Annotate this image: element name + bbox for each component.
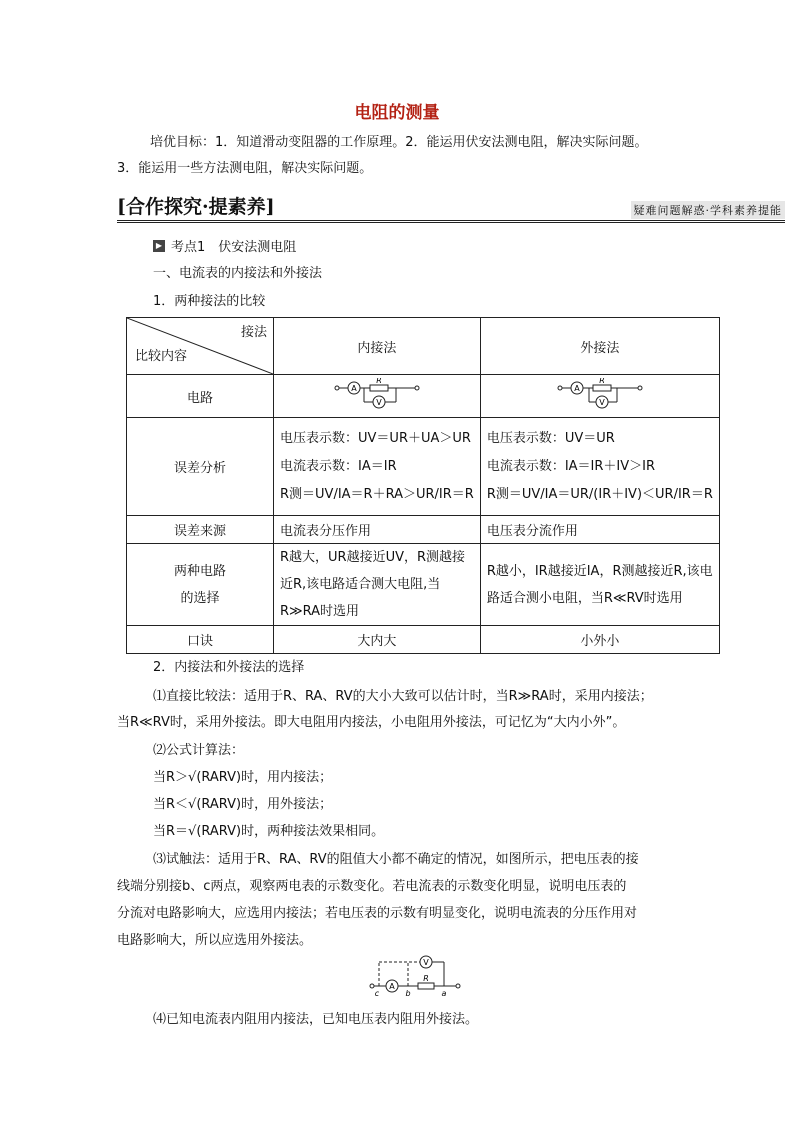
p2-case-a: 当R＞√(RARV)时，用内接法； — [153, 770, 333, 785]
section-heading: [合作探究·提素养] — [117, 196, 275, 218]
p4: ⑷已知电流表内阻用内接法，已知电压表内阻用外接法。 — [153, 1012, 479, 1027]
fig-point-c: c — [374, 989, 380, 998]
table-diagonal-header — [127, 318, 274, 375]
col-outer-header: 外接法 — [480, 318, 719, 375]
resistor-label: R — [376, 378, 382, 385]
fig-point-a: a — [441, 989, 447, 998]
resistor-label: R — [599, 378, 605, 385]
comparison-table — [126, 317, 720, 654]
inner-measured-resistance: R测＝UV/IA＝R＋RA＞UR/IR＝R — [280, 486, 474, 502]
row-rhyme-label: 口诀 — [127, 626, 274, 654]
p3-line3: 分流对电路影响大，应选用内接法；若电压表的示数有明显变化，说明电流表的分压作用对 — [117, 906, 638, 921]
page-title: 电阻的测量 — [354, 103, 440, 123]
ammeter-label: A — [574, 384, 580, 393]
voltmeter-label: V — [376, 398, 382, 407]
play-marker-icon: ▶ — [153, 240, 165, 252]
kaodian-label: 考点1 伏安法测电阻 — [171, 240, 297, 255]
inner-error-cell — [274, 418, 481, 516]
fig-point-b: b — [405, 989, 411, 998]
outer-choice-cell: R越小，IR越接近IA，R测越接近R,该电路适合测小电阻，当R≪RV时选用 — [480, 544, 719, 626]
subheading-1-1: 1．两种接法的比较 — [153, 294, 266, 309]
inner-circuit-diagram — [334, 378, 420, 410]
fig-resistor-label: R — [423, 974, 429, 983]
fig-voltmeter-label: V — [423, 958, 429, 967]
trial-touch-circuit-figure — [368, 950, 464, 998]
row-circuit-label: 电路 — [127, 375, 274, 418]
header-method: 接法 — [240, 325, 267, 340]
learning-goal-line2: 3．能运用一些方法测电阻，解决实际问题。 — [117, 161, 373, 176]
kaodian-heading — [153, 236, 296, 255]
p2-title: ⑵公式计算法： — [153, 743, 245, 758]
inner-ammeter-reading: 电流表示数：IA＝IR — [280, 458, 397, 474]
col-inner-header: 内接法 — [274, 318, 481, 375]
outer-error-cell — [480, 418, 719, 516]
row-source-label: 误差来源 — [127, 516, 274, 544]
outer-ammeter-reading: 电流表示数：IA＝IR＋IV＞IR — [486, 458, 656, 474]
subheading-2: 2．内接法和外接法的选择 — [153, 660, 305, 675]
outer-voltmeter-reading: 电压表示数：UV＝UR — [486, 430, 615, 446]
section-tag: 疑难问题解惑·学科素养提能 — [631, 201, 786, 219]
inner-circuit-cell — [274, 375, 481, 418]
row-error-label: 误差分析 — [127, 418, 274, 516]
outer-rhyme-cell: 小外小 — [480, 626, 719, 654]
outer-measured-resistance: R测＝UV/IA＝UR/(IR＋IV)＜UR/IR＝R — [486, 486, 713, 502]
outer-source-cell: 电压表分流作用 — [480, 516, 719, 544]
inner-voltmeter-reading: 电压表示数：UV＝UR＋UA＞UR — [280, 430, 471, 446]
learning-goal-line1: 培优目标：1．知道滑动变阻器的工作原理。2．能运用伏安法测电阻，解决实际问题。 — [150, 135, 648, 150]
p1-line1: ⑴直接比较法：适用于R、RA、RV的大小大致可以估计时，当R≫RA时，采用内接法； — [153, 689, 653, 704]
section-header — [117, 192, 785, 223]
inner-rhyme-cell: 大内大 — [274, 626, 481, 654]
subheading-1: 一、电流表的内接法和外接法 — [153, 266, 323, 281]
p1-line2: 当R≪RV时，采用外接法。即大电阻用内接法，小电阻用外接法，可记忆为“大内小外”。 — [117, 715, 626, 730]
fig-ammeter-label: A — [389, 982, 395, 991]
voltmeter-label: V — [599, 398, 605, 407]
p3-line4: 电路影响大，所以应选用外接法。 — [117, 933, 313, 948]
p3-line2: 线端分别接b、c两点，观察两电表的示数变化。若电流表的示数变化明显，说明电压表的 — [117, 879, 627, 894]
outer-circuit-diagram — [557, 378, 643, 410]
inner-choice-cell: R越大，UR越接近UV，R测越接近R,该电路适合测大电阻,当R≫RA时选用 — [274, 544, 481, 626]
outer-circuit-cell — [480, 375, 719, 418]
row-choice-label: 两种电路 的选择 — [127, 544, 274, 626]
p3-line1: ⑶试触法：适用于R、RA、RV的阻值大小都不确定的情况，如图所示，把电压表的接 — [153, 852, 639, 867]
inner-source-cell: 电流表分压作用 — [274, 516, 481, 544]
p2-case-b: 当R＜√(RARV)时，用外接法； — [153, 797, 333, 812]
p2-case-c: 当R＝√(RARV)时，两种接法效果相同。 — [153, 824, 385, 839]
ammeter-label: A — [351, 384, 357, 393]
header-content: 比较内容 — [135, 349, 188, 364]
